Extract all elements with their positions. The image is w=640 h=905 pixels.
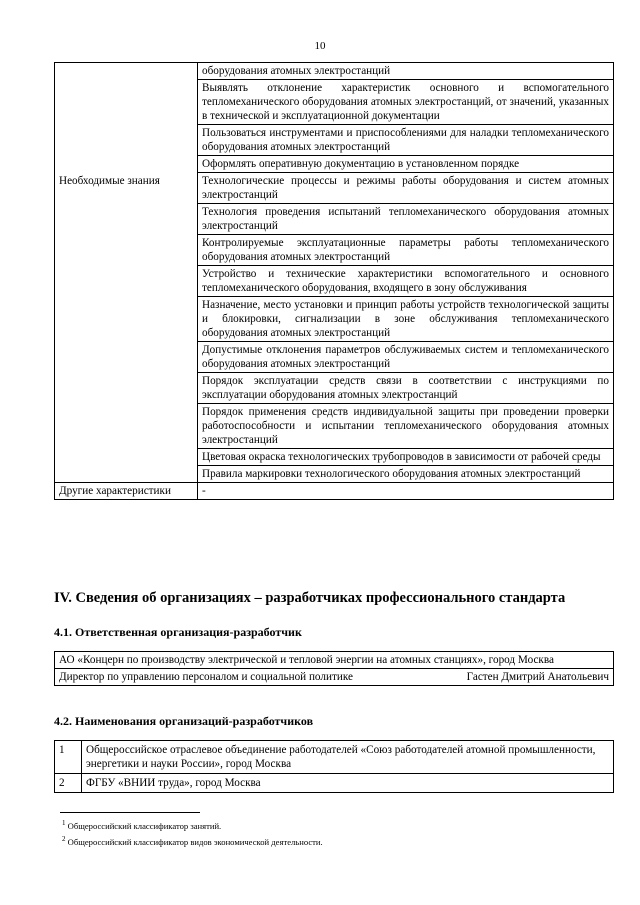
developers-table (54, 740, 614, 793)
footnote (62, 817, 323, 833)
responsible-org-table (54, 651, 614, 686)
developer-name: Общероссийское отраслевое объединение работодателей «Союз работодателей атомной промышленности, энергетики и науки России», город Москва (82, 741, 614, 774)
footnote-divider (60, 812, 200, 813)
knowledge-row: Допустимые отклонения параметров обслуживаемых систем и тепломеханического оборудования атомных электростанций (198, 342, 614, 373)
table-row (55, 741, 614, 774)
developer-name: ФГБУ «ВНИИ труда», город Москва (82, 774, 614, 793)
developer-number: 1 (55, 741, 82, 774)
other-value: - (198, 483, 614, 500)
skill-row: Выявлять отклонение характеристик основного и вспомогательного тепломеханического оборудования атомных электростанций, от значений, указанных в технической и эксплуатационной документации (198, 80, 614, 125)
director-name: Гастен Дмитрий Анатольевич (466, 671, 609, 683)
knowledge-row: Устройство и технические характеристики вспомогательного и основного тепломеханического оборудования, входящего в зону обслуживания (198, 266, 614, 297)
knowledge-row: Контролируемые эксплуатационные параметры работы тепломеханического оборудования атомных электростанций (198, 235, 614, 266)
section-title: IV. Сведения об организациях – разработчиках профессионального стандарта (54, 590, 566, 606)
footnote-mark: 1 (62, 819, 66, 827)
knowledge-row: Порядок эксплуатации средств связи в соответствии с инструкциями по эксплуатации оборудования атомных электростанций (198, 373, 614, 404)
footnotes (62, 817, 323, 849)
subsection-title-responsible: 4.1. Ответственная организация-разработчик (54, 625, 302, 639)
footnote (62, 833, 323, 849)
knowledge-row: Правила маркировки технологического оборудования атомных электростанций (198, 466, 614, 483)
knowledge-row: Назначение, место установки и принцип работы устройств технологической защиты и блокировки, сигнализации в зоне обслуживания тепломеханического оборудования атомных электростанций (198, 297, 614, 342)
knowledge-row: Цветовая окраска технологических трубопроводов в зависимости от рабочей среды (198, 449, 614, 466)
other-label: Другие характеристики (55, 483, 198, 500)
director-row (55, 669, 614, 686)
knowledge-row: Технология проведения испытаний тепломеханического оборудования атомных электростанций (198, 204, 614, 235)
subsection-title-developers: 4.2. Наименования организаций-разработчиков (54, 714, 314, 728)
developer-number: 2 (55, 774, 82, 793)
skill-row: Оформлять оперативную документацию в установленном порядке (198, 156, 614, 173)
page-number: 10 (314, 40, 326, 52)
knowledge-row: Порядок применения средств индивидуальной защиты при проведении проверки работоспособности и испытании тепломеханического оборудования атомных электростанций (198, 404, 614, 449)
footnote-text: Общероссийский классификатор видов экономической деятельности. (67, 836, 323, 847)
footnote-mark: 2 (62, 834, 66, 843)
skill-row: Пользоваться инструментами и приспособлениями для наладки тепломеханического оборудования атомных электростанций (198, 125, 614, 156)
knowledge-label: Необходимые знания (55, 173, 198, 483)
director-position: Директор по управлению персоналом и социальной политике (59, 671, 353, 683)
skill-row: оборудования атомных электростанций (198, 63, 614, 80)
footnote-text: Общероссийский классификатор занятий. (67, 820, 222, 831)
responsible-org-name: АО «Концерн по производству электрической и тепловой энергии на атомных станциях», город Москва (55, 652, 614, 669)
table-row (55, 774, 614, 793)
skills-table (54, 62, 614, 500)
skills-left-empty (55, 63, 198, 173)
knowledge-row: Технологические процессы и режимы работы оборудования и систем атомных электростанций (198, 173, 614, 204)
